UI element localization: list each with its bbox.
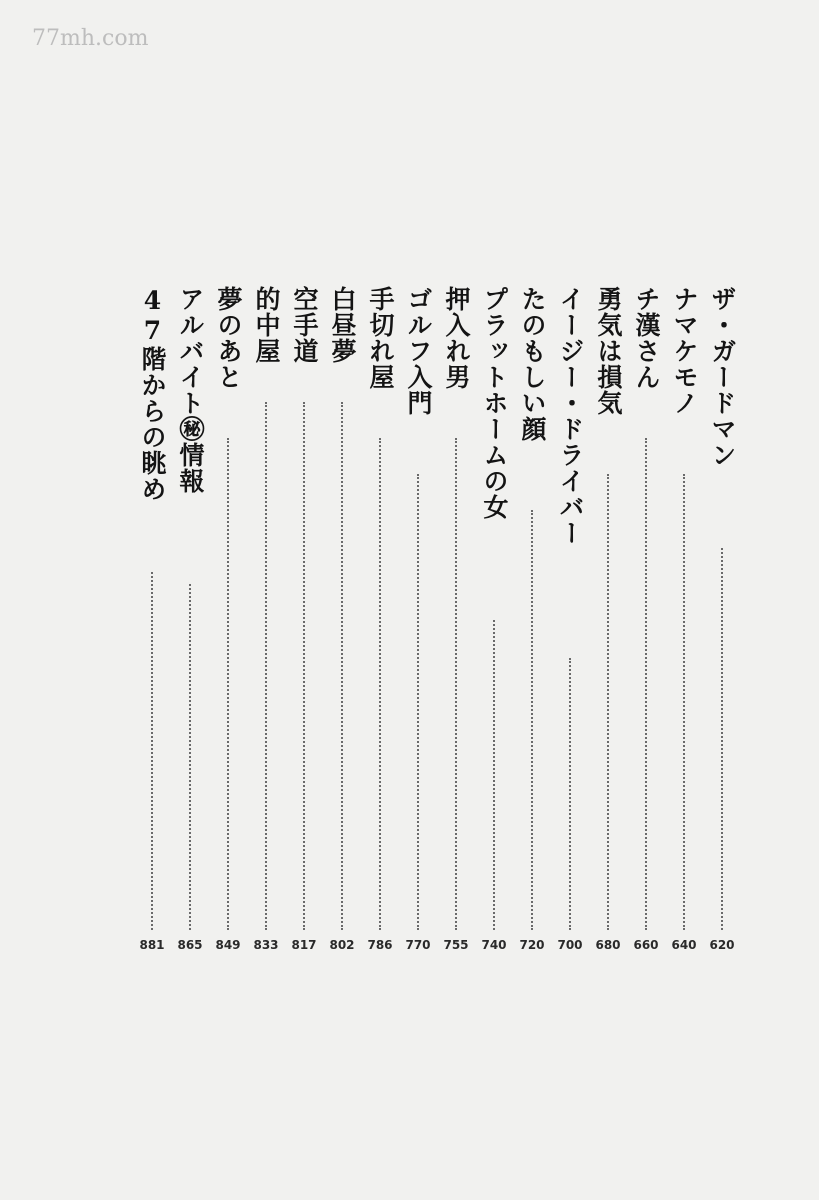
toc-entry-page: 817 xyxy=(291,938,317,952)
toc-entry-page: 720 xyxy=(519,938,545,952)
dot-leader xyxy=(721,548,723,930)
toc-entry-title: ザ・ガードマン xyxy=(708,286,737,468)
dot-leader xyxy=(417,474,419,930)
toc-entry-title: プラットホームの女 xyxy=(480,286,509,520)
toc-entry-page: 680 xyxy=(595,938,621,952)
toc-entry-title: 押入れ男 xyxy=(442,286,471,390)
dot-leader xyxy=(493,620,495,930)
toc-entry-page: 660 xyxy=(633,938,659,952)
toc-entry-title: 手切れ屋 xyxy=(366,286,395,390)
toc-entry[interactable] xyxy=(248,286,284,966)
toc-entry-title: イージー・ドライバー xyxy=(556,286,585,546)
watermark-text: 77mh.com xyxy=(32,26,149,51)
toc-entry-title: たのもしい顔 xyxy=(518,286,547,442)
toc-entry[interactable] xyxy=(172,286,208,966)
toc-entry-title: 勇気は損気 xyxy=(594,286,623,416)
toc-entry-title: 47階からの眺め xyxy=(138,286,167,502)
dot-leader xyxy=(227,438,229,930)
dot-leader xyxy=(303,402,305,930)
toc-entry[interactable] xyxy=(476,286,512,966)
toc-entry-title: アルバイト㊙情報 xyxy=(176,286,205,494)
dot-leader xyxy=(645,438,647,930)
toc-entry[interactable] xyxy=(134,286,170,966)
dot-leader xyxy=(151,572,153,930)
toc-entry[interactable] xyxy=(514,286,550,966)
dot-leader xyxy=(455,438,457,930)
toc-entry-page: 786 xyxy=(367,938,393,952)
toc-entry-page: 700 xyxy=(557,938,583,952)
toc-entry[interactable] xyxy=(210,286,246,966)
toc-entry[interactable] xyxy=(552,286,588,966)
toc-entry-title: 白昼夢 xyxy=(328,286,357,364)
toc-entry-title: 空手道 xyxy=(290,286,319,364)
toc-entry-title: ナマケモノ xyxy=(670,286,699,416)
toc-entry[interactable] xyxy=(400,286,436,966)
toc-entry-page: 849 xyxy=(215,938,241,952)
toc-entry-page: 740 xyxy=(481,938,507,952)
toc-entry-page: 620 xyxy=(709,938,735,952)
toc-entry[interactable] xyxy=(666,286,702,966)
toc-entry-page: 865 xyxy=(177,938,203,952)
toc-entry-page: 833 xyxy=(253,938,279,952)
toc-entry[interactable] xyxy=(704,286,740,966)
dot-leader xyxy=(683,474,685,930)
dot-leader xyxy=(265,402,267,930)
toc-entry[interactable] xyxy=(438,286,474,966)
toc-entry[interactable] xyxy=(362,286,398,966)
dot-leader xyxy=(607,474,609,930)
toc-entry-title: チ漢さん xyxy=(632,286,661,390)
toc-entry-page: 770 xyxy=(405,938,431,952)
table-of-contents xyxy=(120,286,740,966)
toc-entry-page: 802 xyxy=(329,938,355,952)
toc-entry-title: ゴルフ入門 xyxy=(404,286,433,416)
dot-leader xyxy=(379,438,381,930)
dot-leader xyxy=(341,402,343,930)
dot-leader xyxy=(531,510,533,930)
toc-entry-title: 夢のあと xyxy=(214,286,243,390)
dot-leader xyxy=(189,584,191,930)
toc-entry-title: 的中屋 xyxy=(252,286,281,364)
toc-entry-page: 881 xyxy=(139,938,165,952)
toc-entry[interactable] xyxy=(590,286,626,966)
toc-entry[interactable] xyxy=(286,286,322,966)
toc-entry[interactable] xyxy=(324,286,360,966)
dot-leader xyxy=(569,658,571,930)
toc-entry[interactable] xyxy=(628,286,664,966)
toc-entry-page: 755 xyxy=(443,938,469,952)
toc-entry-page: 640 xyxy=(671,938,697,952)
